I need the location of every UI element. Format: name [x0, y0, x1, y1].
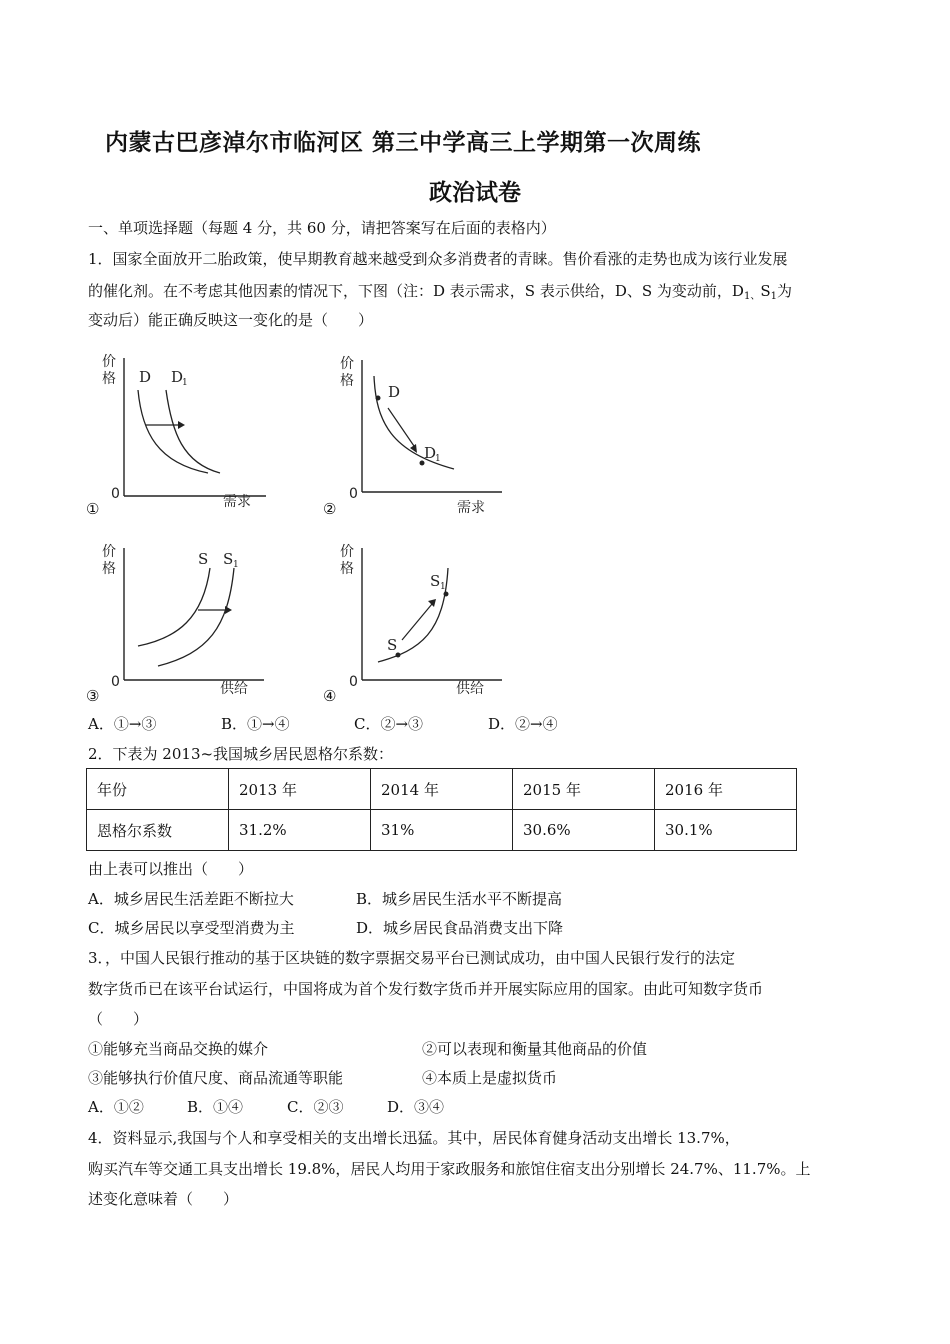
- svg-text:S: S: [430, 572, 441, 590]
- q3-item-3: ③能够执行价值尺度、商品流通等职能: [88, 1069, 344, 1087]
- q2-option-a[interactable]: A．城乡居民生活差距不断拉大: [88, 890, 294, 908]
- graph-1-y-label: 价: [102, 354, 116, 370]
- q3-option-d[interactable]: D．③④: [387, 1098, 445, 1116]
- curve-d-label: D: [139, 368, 152, 386]
- q4-stem-line2: 购买汽车等交通工具支出增长 19.8%，居民人均用于家政服务和旅馆住宿支出分别增长 24.7%、11.7%。上: [88, 1160, 811, 1178]
- svg-text:1: 1: [435, 454, 441, 464]
- q1-option-a[interactable]: A．①→③: [88, 715, 157, 733]
- q2-option-c[interactable]: C．城乡居民以享受型消费为主: [88, 919, 295, 937]
- exam-subject-title: 政治试卷: [429, 180, 521, 206]
- q1-stem-line3: 变动后）能正确反映这一变化的是（ ）: [88, 311, 374, 329]
- supply-curve-s: [138, 568, 210, 646]
- engel-table: [86, 768, 797, 851]
- svg-text:供给: 供给: [456, 681, 484, 697]
- q3-item-1: ①能够充当商品交换的媒介: [88, 1040, 269, 1058]
- curve-d1-label: D: [171, 368, 184, 386]
- q1-options: [88, 714, 558, 734]
- q4-stem-line3: 述变化意味着（ ）: [88, 1190, 239, 1208]
- graph-3-number: ③: [86, 687, 100, 705]
- svg-text:S: S: [387, 636, 398, 654]
- table-cell: 30.1%: [655, 810, 797, 851]
- q1-stem-line1: 1．国家全面放开二胎政策，使早期教育越来越受到众多消费者的青睐。售价看涨的走势也成为该行业发展: [88, 250, 788, 268]
- table-cell: 31%: [371, 810, 513, 851]
- table-cell: 2016 年: [655, 769, 797, 810]
- svg-text:格: 格: [340, 373, 354, 389]
- supply-curve-s1: [158, 568, 234, 666]
- table-cell: 恩格尔系数: [87, 810, 229, 851]
- svg-text:1: 1: [233, 560, 239, 570]
- graph-1-x-label: 需求: [223, 494, 251, 510]
- svg-text:价: 价: [340, 544, 354, 560]
- svg-text:格: 格: [102, 371, 116, 387]
- table-row: [87, 810, 797, 851]
- table-cell: 年份: [87, 769, 229, 810]
- svg-text:价: 价: [340, 356, 354, 372]
- table-cell: 31.2%: [229, 810, 371, 851]
- svg-text:格: 格: [102, 561, 116, 577]
- svg-text:0: 0: [111, 674, 120, 690]
- demand-curve: [374, 376, 454, 469]
- svg-text:1: 1: [182, 378, 188, 388]
- q2-option-d[interactable]: D．城乡居民食品消费支出下降: [356, 919, 564, 937]
- q1-stem-line2: 的催化剂。在不考虑其他因素的情况下，下图（注：D 表示需求，S 表示供给，D、S 为变动前，$D_{1、}S_1$为: [88, 282, 792, 302]
- q3-item-2: ②可以表现和衡量其他商品的价值: [422, 1040, 648, 1058]
- svg-text:0: 0: [349, 674, 358, 690]
- graph-1-number: ①: [86, 500, 100, 518]
- q2-options-row1: [88, 889, 562, 909]
- q3-stem-line2: 数字货币已在该平台试运行，中国将成为首个发行数字货币并开展实际应用的国家。由此可知数字货币: [88, 980, 764, 998]
- q2-options-row2: [88, 918, 563, 938]
- graph-2: [336, 352, 506, 522]
- q3-items-row2: [88, 1068, 557, 1088]
- table-cell: 30.6%: [513, 810, 655, 851]
- table-cell: 2015 年: [513, 769, 655, 810]
- graph-2-number: ②: [323, 500, 337, 518]
- svg-text:格: 格: [340, 561, 354, 577]
- svg-text:价: 价: [102, 544, 116, 560]
- exam-title: 内蒙古巴彦淖尔市临河区 第三中学高三上学期第一次周练: [105, 130, 702, 156]
- q3-option-a[interactable]: A．①②: [88, 1098, 144, 1116]
- q3-options: [88, 1097, 444, 1117]
- section-heading: 一、单项选择题（每题 4 分，共 60 分，请把答案写在后面的表格内）: [88, 219, 556, 237]
- svg-text:0: 0: [111, 486, 120, 502]
- table-row: [87, 769, 797, 810]
- demand-curve-d: [138, 390, 208, 473]
- table-cell: 2014 年: [371, 769, 513, 810]
- graph-1: [98, 348, 268, 518]
- graph-3: [98, 538, 268, 708]
- svg-text:0: 0: [349, 486, 358, 502]
- graph-4-number: ④: [323, 687, 337, 705]
- q2-option-b[interactable]: B．城乡居民生活水平不断提高: [356, 890, 563, 908]
- q3-items-row1: [88, 1039, 647, 1059]
- q1-option-d[interactable]: D．②→④: [488, 715, 558, 733]
- q3-option-c[interactable]: C．②③: [287, 1098, 344, 1116]
- q3-item-4: ④本质上是虚拟货币: [422, 1069, 558, 1087]
- svg-text:需求: 需求: [457, 500, 485, 516]
- svg-text:D: D: [388, 383, 401, 401]
- q3-stem-line1: 3．，中国人民银行推动的基于区块链的数字票据交易平台已测试成功，由中国人民银行发行的法定: [88, 949, 736, 967]
- q1-option-b[interactable]: B．①→④: [221, 715, 290, 733]
- q2-stem: 2．下表为 2013~我国城乡居民恩格尔系数：: [88, 745, 394, 763]
- q3-stem-line3: （ ）: [88, 1010, 149, 1028]
- table-cell: 2013 年: [229, 769, 371, 810]
- q4-stem-line1: 4．资料显示,我国与个人和享受相关的支出增长迅猛。其中，居民体育健身活动支出增长 13.7%，: [88, 1129, 740, 1147]
- svg-text:S: S: [223, 550, 234, 568]
- svg-text:S: S: [198, 550, 209, 568]
- svg-text:供给: 供给: [220, 681, 248, 697]
- svg-text:1: 1: [440, 582, 446, 592]
- graph-4: [336, 538, 506, 708]
- q2-prompt: 由上表可以推出（ ）: [88, 860, 254, 878]
- q1-option-c[interactable]: C．②→③: [354, 715, 424, 733]
- q3-option-b[interactable]: B．①④: [187, 1098, 244, 1116]
- svg-text:D: D: [424, 444, 437, 462]
